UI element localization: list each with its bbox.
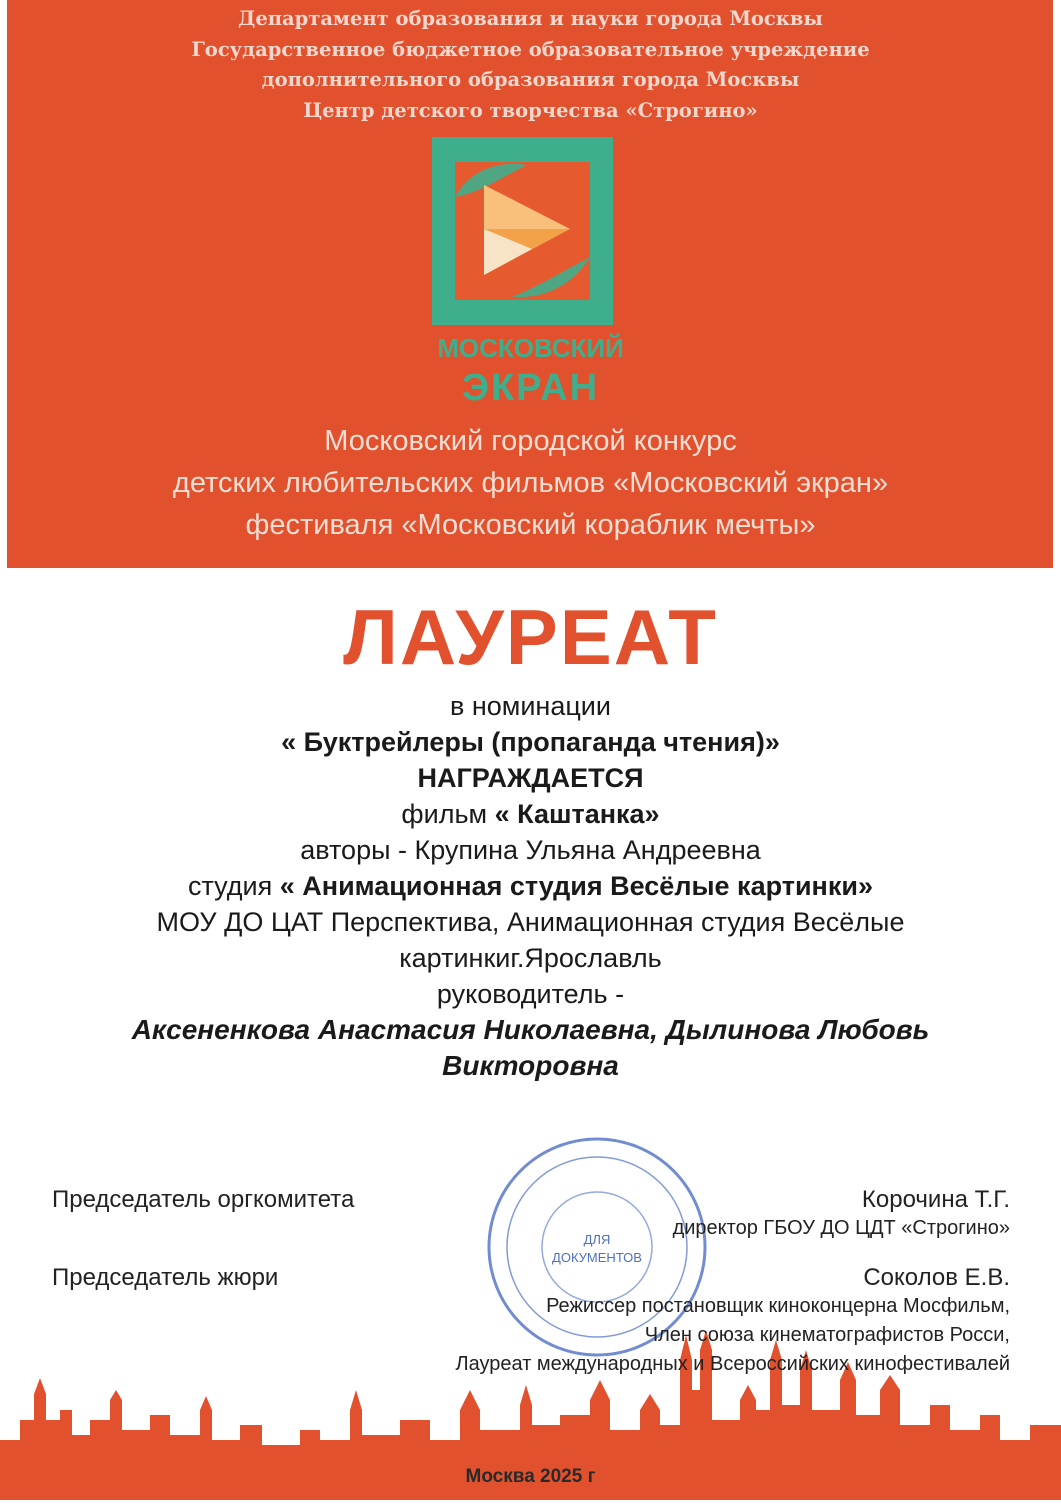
logo-word-bottom: ЭКРАН: [461, 367, 600, 409]
stamp-text: ДЛЯ: [583, 1232, 611, 1247]
nomination-name: « Буктрейлеры (пропаганда чтения)»: [281, 727, 780, 757]
leader-names: Аксененкова Анастасия Николаевна, Дылинова Любовь: [131, 1014, 930, 1045]
issuer-line: Департамент образования и науки города Москвы: [238, 7, 823, 30]
film-prefix: фильм: [401, 799, 488, 829]
logo-word-top: МОСКОВСКИЙ: [437, 333, 624, 363]
jury-chair-title: Член союза кинематографистов Росси,: [644, 1324, 1010, 1346]
org-chair-title: директор ГБОУ ДО ЦДТ «Строгино»: [672, 1217, 1010, 1239]
contest-title: [0, 420, 1061, 546]
jury-chair-name: Соколов Е.В.: [863, 1264, 1010, 1291]
film-line: [0, 796, 1061, 832]
issuer-line: Центр детского творчества «Строгино»: [303, 98, 758, 122]
leader-names: Викторовна: [442, 1050, 619, 1081]
play-icon: [432, 137, 613, 325]
awarded-label: НАГРАЖДАЕТСЯ: [417, 763, 644, 793]
studio-name: « Анимационная студия Весёлые картинки»: [279, 871, 873, 901]
studio-line: [0, 868, 1061, 904]
jury-chair-title: Режиссер постановщик киноконцерна Мосфильм,: [546, 1295, 1010, 1317]
film-title: « Каштанка»: [494, 799, 660, 829]
award-text: [0, 688, 1061, 1084]
authors-line: авторы - Крупина Ульяна Андреевна: [300, 835, 761, 865]
festival-logo: [432, 137, 613, 325]
stamp-text: ДОКУМЕНТОВ: [552, 1250, 642, 1265]
contest-line: Московский городской конкурс: [324, 425, 737, 457]
leader-prefix: руководитель -: [436, 979, 625, 1009]
footer-city-year: Москва 2025 г: [465, 1466, 596, 1487]
contest-line: детских любительских фильмов «Московский экран»: [172, 467, 889, 499]
laureate-title: ЛАУРЕАТ: [343, 593, 718, 681]
organization-line: картинкиг.Ярославль: [399, 943, 662, 973]
org-chair-signature: [673, 1186, 1010, 1243]
issuer-header: [0, 4, 1061, 126]
contest-line: фестиваля «Московский кораблик мечты»: [245, 509, 816, 541]
jury-chair-label: Председатель жюри: [52, 1264, 279, 1291]
studio-prefix: студия: [188, 871, 273, 901]
jury-chair-signature: [455, 1264, 1010, 1379]
org-chair-name: Корочина Т.Г.: [861, 1186, 1010, 1213]
issuer-line: Государственное бюджетное образовательное учреждение: [191, 37, 870, 61]
issuer-line: дополнительного образования города Москвы: [261, 68, 800, 91]
nomination-prefix: в номинации: [450, 691, 611, 721]
org-chair-label: Председатель оргкомитета: [52, 1186, 355, 1213]
jury-chair-title: Лауреат международных и Всероссийских кинофестивалей: [455, 1353, 1010, 1375]
organization-line: МОУ ДО ЦАТ Перспектива, Анимационная студия Весёлые: [156, 907, 905, 937]
